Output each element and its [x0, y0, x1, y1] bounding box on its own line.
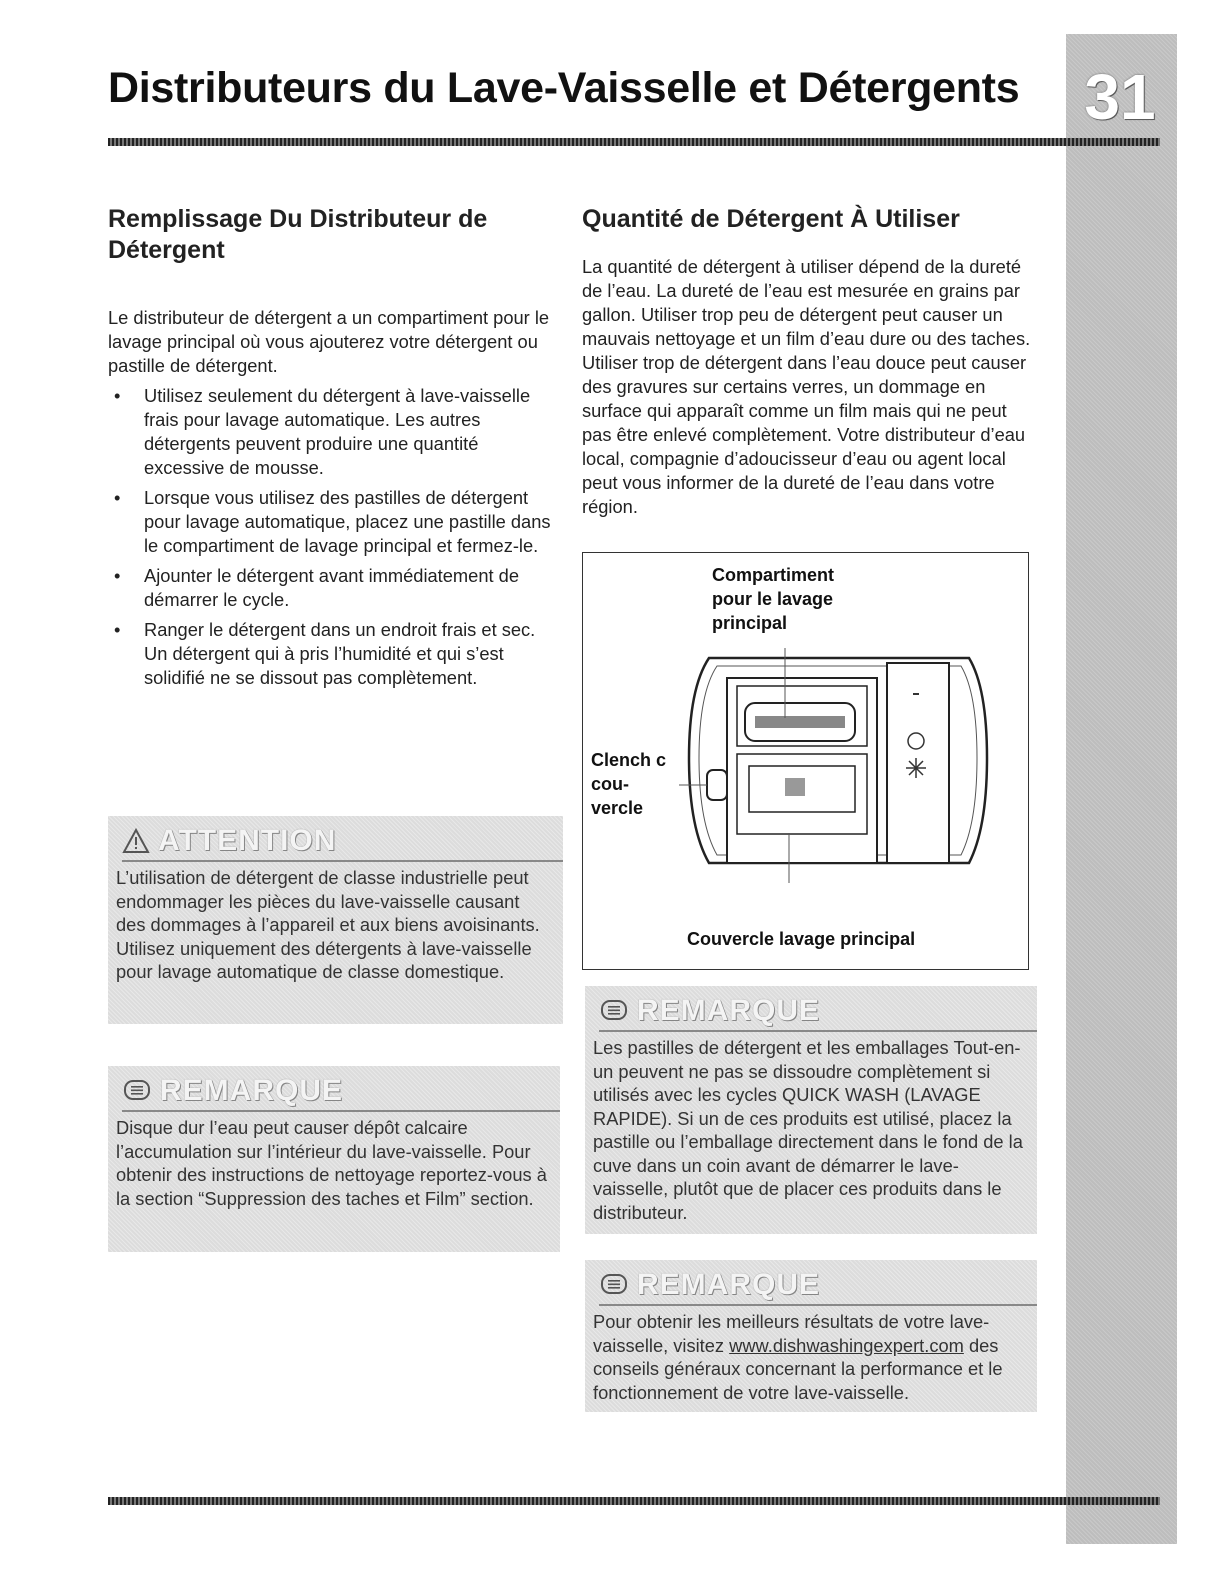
note-title: REMARQUE	[637, 994, 821, 1027]
intro-paragraph: Le distributeur de détergent a un compartiment pour le lavage principal où vous ajouterez votre détergent ou pastille de détergent.	[108, 307, 550, 376]
note-callout-hard-water	[108, 1066, 560, 1252]
note-callout-tablets	[585, 986, 1037, 1234]
attention-text: L’utilisation de détergent de classe industrielle peut endommager les pièces du lave-vaisselle causant des dommages à l’appareil et aux biens avoisinants. Utilisez uniquement des détergents à lave-vaisselle pour lavage automatique de classe domestique.	[116, 867, 540, 982]
list-item: • Lorsque vous utilisez des pastilles de détergent pour lavage automatique, placez une pastille dans le compartiment de lavage principal et fermez-le.	[114, 487, 551, 556]
attention-callout	[108, 816, 563, 1024]
note-text: Les pastilles de détergent et les emballages Tout-en-un peuvent ne pas se dissoudre complètement si utilisés avec les cycles QUICK WASH (LAVAGE RAPIDE). Si un de ces produits est utilisé, placez la pastille ou l’emballage directement dans le fond de la cuve dans un coin avant de démarrer le lave-vaisselle, plutôt que de placer ces produits dans le distributeur.	[593, 1037, 1023, 1223]
note-icon	[599, 1272, 629, 1298]
list-item: • Ranger le détergent dans un endroit frais et sec. Un détergent qui à pris l’humidité et qui s’est solidifié ne se dissout pas complètement.	[114, 619, 536, 688]
note-icon	[122, 1078, 152, 1104]
list-item: • Utilisez seulement du détergent à lave-vaisselle frais pour lavage automatique. Les autres détergents peuvent produire une quantité excessive de mousse.	[114, 385, 531, 478]
note-title: REMARQUE	[160, 1074, 344, 1107]
section-heading-filling: Remplissage Du Distributeur de Détergent	[108, 205, 488, 264]
note-icon	[599, 998, 629, 1024]
note-text: Pour obtenir les meilleurs résultats de votre lave-vaisselle, visitez www.dishwashingexpert.com des conseils généraux concernant la performance et le fonctionnement de votre lave-vaisselle.	[593, 1311, 1003, 1403]
header-rule	[108, 138, 1160, 146]
attention-title: ATTENTION	[158, 824, 337, 857]
note-title: REMARQUE	[637, 1268, 821, 1301]
instructions-list	[108, 384, 563, 690]
note-callout-website	[585, 1260, 1037, 1412]
note-text: Disque dur l’eau peut causer dépôt calcaire l’accumulation sur l’intérieur du lave-vaisselle. Pour obtenir des instructions de nettoyage reportez-vous à la section “Suppression des taches et Film” section.	[116, 1117, 547, 1209]
page-number: 31	[1084, 61, 1156, 133]
warning-triangle-icon	[122, 828, 150, 854]
label-main-wash-compartment: Compartiment pour le lavage principal	[712, 565, 835, 633]
label-cover-latch: Clench c cou- vercle	[591, 750, 667, 818]
section-heading-quantity: Quantité de Détergent À Utiliser	[582, 205, 960, 233]
list-item: • Ajounter le détergent avant immédiatement de démarrer le cycle.	[114, 565, 519, 610]
page-tab	[1066, 34, 1177, 1544]
page-title: Distributeurs du Lave-Vaisselle et Détergents	[108, 64, 1020, 112]
right-column	[582, 204, 1032, 519]
left-column	[108, 204, 563, 696]
website-link[interactable]: www.dishwashingexpert.com	[729, 1334, 964, 1356]
quantity-paragraph: La quantité de détergent à utiliser dépend de la dureté de l’eau. La dureté de l’eau est mesurée en grains par gallon. Utiliser trop peu de détergent peut causer un mauvais nettoyage et un film d’eau dure ou des taches. Utiliser trop de détergent dans l’eau douce peut causer des gravures sur certains verres, un dommage en surface qui apparaît comme un film mais qui ne peut pas être enlevé complètement. Votre distributeur d’eau local, compagnie d’adoucisseur d’eau ou agent local peut vous informer de la dureté de l’eau dans votre région.	[582, 256, 1031, 517]
dispenser-figure	[582, 552, 1029, 970]
label-main-wash-cover: Couvercle lavage principal	[687, 929, 916, 949]
footer-rule	[108, 1497, 1160, 1505]
dispenser-illustration	[679, 648, 994, 928]
